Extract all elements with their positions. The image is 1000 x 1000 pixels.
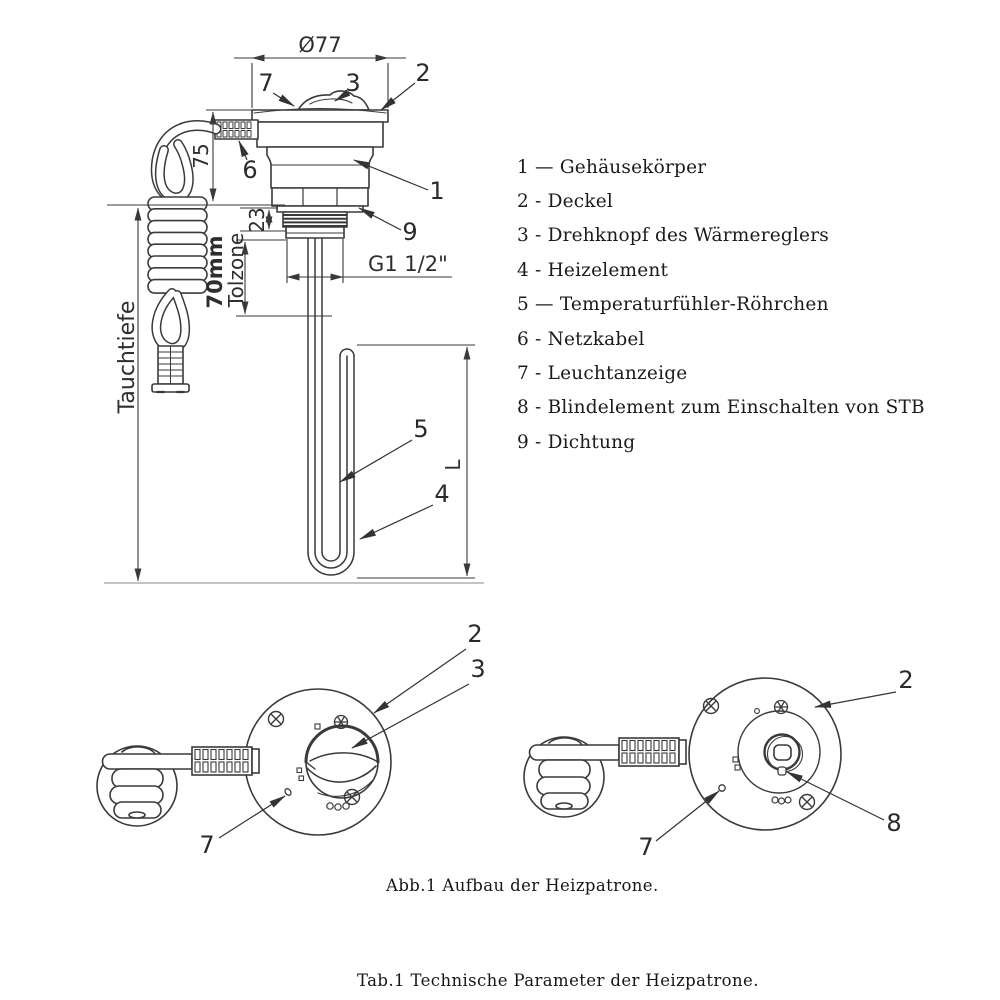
collar: [286, 227, 344, 238]
legend-item-5: 5 — Temperaturfühler-Röhrchen: [517, 294, 829, 316]
callout-3: 3: [470, 655, 486, 683]
legend-item-7: 7 - Leuchtanzeige: [517, 363, 688, 385]
callout-6: 6: [242, 156, 258, 184]
dim-70mm-label: 70mm: [203, 235, 227, 309]
parts-legend: [517, 150, 925, 460]
callout-9: 9: [402, 218, 418, 246]
callout-2: 2: [898, 666, 914, 694]
callout-2: 2: [415, 59, 431, 87]
callout-7: 7: [638, 833, 654, 861]
callout-4: 4: [434, 480, 450, 508]
dim-thread-size-label: G1 1/2": [368, 252, 448, 276]
legend-item-1: 1 — Gehäusekörper: [517, 156, 707, 178]
side-view: [148, 91, 388, 575]
front-view-blind: [524, 678, 841, 830]
table-caption: Tab.1 Technische Parameter der Heizpatrone.: [357, 971, 759, 990]
callout-1: 1: [429, 177, 445, 205]
legend-item-8: 8 - Blindelement zum Einschalten von STB: [517, 397, 925, 419]
cap-deckel: [252, 109, 388, 148]
dim-length-label: L: [441, 459, 465, 471]
heating-element-tube: [308, 238, 354, 575]
legend-item-2: 2 - Deckel: [517, 191, 613, 213]
legend-item-9: 9 - Dichtung: [517, 431, 636, 453]
cable-assembly: [97, 746, 259, 826]
gasket: [277, 206, 363, 212]
cable-assembly: [524, 737, 686, 817]
legend-item-4: 4 - Heizelement: [517, 259, 669, 281]
rotary-knob: [306, 726, 378, 798]
dim-tolzone-label: Tolzone: [224, 232, 248, 308]
dim-75-label: 75: [189, 143, 213, 169]
dim-diameter-label: Ø77: [298, 33, 342, 57]
dim-tauchtiefe-label: Tauchtiefe: [115, 300, 140, 414]
cable-coil: [148, 197, 207, 293]
callout-7: 7: [199, 831, 215, 859]
callout-8: 8: [886, 809, 902, 837]
front-view-knob: [97, 689, 391, 835]
legend-item-3: 3 - Drehknopf des Wärmereglers: [517, 225, 829, 247]
hex-nut: [272, 188, 368, 206]
figure-caption: Abb.1 Aufbau der Heizpatrone.: [386, 876, 659, 895]
callout-5: 5: [413, 415, 429, 443]
legend-item-6: 6 - Netzkabel: [517, 328, 645, 350]
plug: [152, 346, 189, 392]
thread: [283, 212, 347, 227]
callout-3: 3: [345, 69, 361, 97]
callout-7: 7: [258, 69, 274, 97]
dim-23-label: 23: [245, 207, 269, 233]
housing-body: [267, 147, 373, 188]
callout-2: 2: [467, 620, 483, 648]
